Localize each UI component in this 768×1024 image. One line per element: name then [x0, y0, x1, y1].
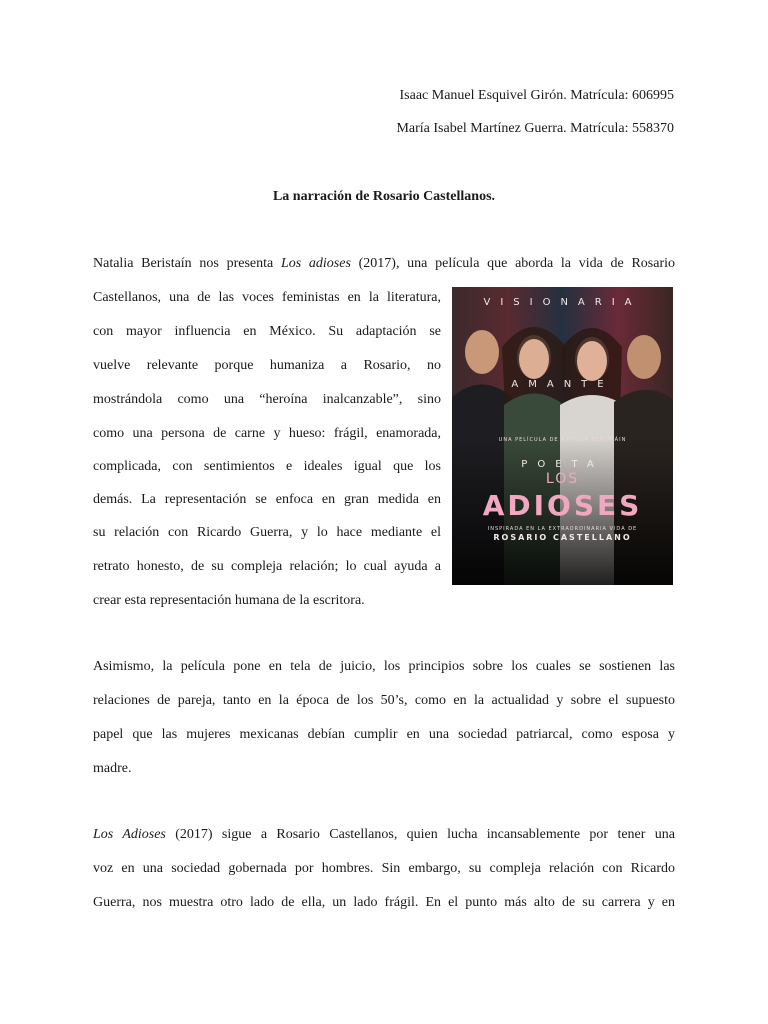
film-title: Los Adioses — [93, 827, 166, 842]
poster-subject: ROSARIO CASTELLANO — [493, 533, 632, 542]
paragraph-1-line: retrato honesto, de su compleja relación; lo cual ayuda a — [93, 559, 441, 574]
paragraph-1-line: con mayor influencia en México. Su adaptación se — [93, 324, 441, 339]
paragraph-1-line: complicada, con sentimientos e ideales igual que los — [93, 459, 441, 474]
text-span: (2017) sigue a Rosario Castellanos, quien lucha incansablemente por tener una — [165, 827, 675, 842]
author-line-2: María Isabel Martínez Guerra. Matrícula: 558370 — [396, 121, 674, 136]
paragraph-3-line: Guerra, nos muestra otro lado de ella, un lado frágil. En el punto más alto de su carrera y en — [93, 895, 675, 910]
paragraph-1-line: Castellanos, una de las voces feministas en la literatura, — [93, 290, 441, 305]
poster-word-visionaria: VISIONARIA — [483, 297, 642, 308]
paragraph-2-line: madre. — [93, 761, 132, 776]
paragraph-1-line: crear esta representación humana de la escritora. — [93, 593, 365, 608]
poster-word-amante: AMANTE — [511, 379, 614, 390]
poster-credit: UNA PELÍCULA DE NATALIA BERISTÁIN — [498, 437, 627, 443]
film-title: Los adioses — [280, 256, 351, 271]
paragraph-1-line: su relación con Ricardo Guerra, y lo hace mediante el — [93, 525, 441, 540]
paragraph-2-line: relaciones de pareja, tanto en la época de los 50’s, como en la actualidad y sobre el supuesto — [93, 693, 675, 708]
paragraph-3-line — [93, 825, 675, 845]
text-span: Natalia Beristaín nos presenta — [93, 256, 281, 271]
paragraph-2-line: Asimismo, la película pone en tela de juicio, los principios sobre los cuales se sostienen las — [93, 659, 675, 674]
poster-title-big: ADIOSES — [482, 489, 643, 522]
document-title: La narración de Rosario Castellanos. — [272, 189, 496, 204]
paragraph-1-line: demás. La representación se enfoca en gran medida en — [93, 492, 441, 507]
paragraph-1-line — [93, 254, 675, 274]
text-span: (2017), una película que aborda la vida de Rosario — [350, 256, 676, 271]
movie-poster-image — [452, 287, 673, 585]
poster-word-poeta: POETA — [521, 459, 604, 470]
paragraph-2-line: papel que las mujeres mexicanas debían cumplir en una sociedad patriarcal, como esposa y — [93, 727, 675, 742]
paragraph-3-line: voz en una sociedad gobernada por hombres. Sin embargo, su compleja relación con Ricardo — [93, 861, 675, 876]
paragraph-1-line: vuelve relevante porque humaniza a Rosario, no — [93, 358, 441, 373]
paragraph-1-line: como una persona de carne y hueso: frágil, enamorada, — [93, 426, 441, 441]
poster-tagline: INSPIRADA EN LA EXTRAORDINARIA VIDA DE — [487, 526, 638, 532]
paragraph-1-line: mostrándola como una “heroína inalcanzable”, sino — [93, 392, 441, 407]
poster-title-small: LOS — [545, 471, 580, 487]
author-line-1: Isaac Manuel Esquivel Girón. Matrícula: 606995 — [399, 88, 674, 103]
